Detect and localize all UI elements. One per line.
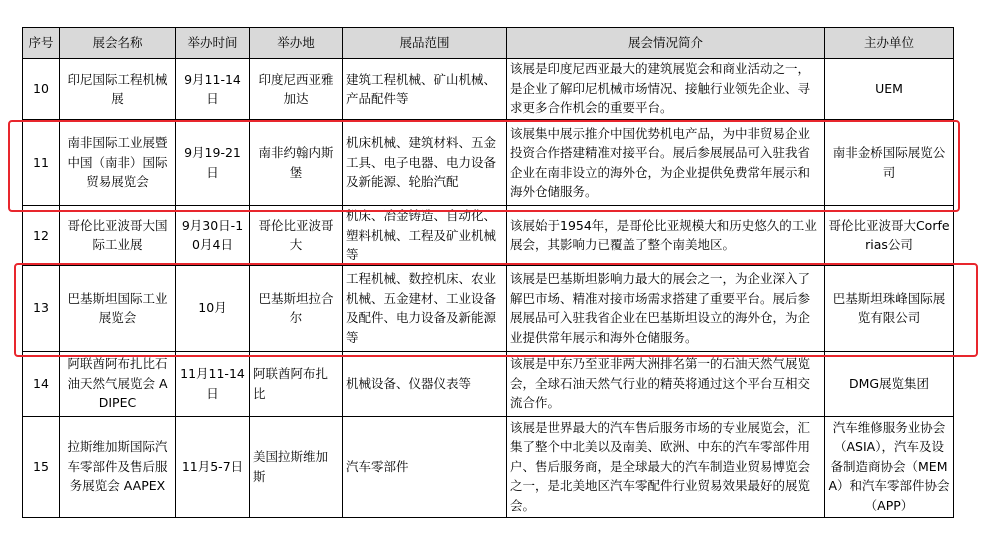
header-no: 序号 — [23, 28, 60, 59]
cell-organizer: 汽车维修服务业协会（ASIA），汽车及设备制造商协会（MEMA）和汽车零部件协会（APP） — [825, 416, 954, 517]
table-row — [23, 265, 954, 351]
header-scope: 展品范围 — [343, 28, 507, 59]
table-row — [23, 351, 954, 416]
cell-scope: 机床机械、建筑材料、五金工具、电子电器、电力设备及新能源、轮胎汽配 — [343, 120, 507, 206]
cell-place: 阿联酋阿布扎比 — [250, 351, 343, 416]
cell-scope: 机床、冶金铸造、自动化、塑料机械、工程及矿业机械等 — [343, 206, 507, 266]
cell-intro: 该展是巴基斯坦影响力最大的展会之一，为企业深入了解巴市场、精准对接市场需求搭建了重要平台。展后参展展品可入驻我省企业在巴基斯坦设立的海外仓，为企业提供常年展示和海外仓储服务。 — [507, 265, 825, 351]
cell-scope: 汽车零部件 — [343, 416, 507, 517]
header-organizer: 主办单位 — [825, 28, 954, 59]
table-row — [23, 59, 954, 120]
cell-organizer: 南非金桥国际展览公司 — [825, 120, 954, 206]
cell-name: 阿联酋阿布扎比石油天然气展览会 ADIPEC — [60, 351, 176, 416]
cell-no: 11 — [23, 120, 60, 206]
cell-place: 美国拉斯维加斯 — [250, 416, 343, 517]
table-row — [23, 120, 954, 206]
cell-organizer: 巴基斯坦珠峰国际展览有限公司 — [825, 265, 954, 351]
exhibition-table — [22, 27, 954, 518]
cell-place: 哥伦比亚波哥大 — [250, 206, 343, 266]
cell-time: 9月11-14日 — [176, 59, 250, 120]
table-row — [23, 416, 954, 517]
cell-intro: 该展集中展示推介中国优势机电产品，为中非贸易企业投资合作搭建精准对接平台。展后参展展品可入驻我省企业在南非设立的海外仓，为企业提供免费常年展示和海外仓储服务。 — [507, 120, 825, 206]
table-row — [23, 206, 954, 266]
cell-time: 9月19-21日 — [176, 120, 250, 206]
cell-no: 14 — [23, 351, 60, 416]
cell-name: 印尼国际工程机械展 — [60, 59, 176, 120]
cell-no: 15 — [23, 416, 60, 517]
cell-no: 12 — [23, 206, 60, 266]
cell-name: 巴基斯坦国际工业展览会 — [60, 265, 176, 351]
header-intro: 展会情况简介 — [507, 28, 825, 59]
cell-scope: 建筑工程机械、矿山机械、产品配件等 — [343, 59, 507, 120]
cell-scope: 机械设备、仪器仪表等 — [343, 351, 507, 416]
cell-organizer: DMG展览集团 — [825, 351, 954, 416]
cell-no: 13 — [23, 265, 60, 351]
cell-time: 10月 — [176, 265, 250, 351]
cell-no: 10 — [23, 59, 60, 120]
cell-intro: 该展是世界最大的汽车售后服务市场的专业展览会，汇集了整个中北美以及南美、欧洲、中东的汽车零部件用户、售后服务商，是全球最大的汽车制造业贸易博览会之一，是北美地区汽车零配件行业贸易效果最好的展览会。 — [507, 416, 825, 517]
header-time: 举办时间 — [176, 28, 250, 59]
cell-intro: 该展是印度尼西亚最大的建筑展览会和商业活动之一，是企业了解印尼机械市场情况、接触行业领先企业、寻求更多合作机会的重要平台。 — [507, 59, 825, 120]
table-header-row — [23, 28, 954, 59]
cell-time: 9月30日-10月4日 — [176, 206, 250, 266]
cell-time: 11月11-14日 — [176, 351, 250, 416]
cell-time: 11月5-7日 — [176, 416, 250, 517]
cell-place: 印度尼西亚雅加达 — [250, 59, 343, 120]
cell-name: 哥伦比亚波哥大国际工业展 — [60, 206, 176, 266]
cell-place: 南非约翰内斯堡 — [250, 120, 343, 206]
cell-name: 南非国际工业展暨中国（南非）国际贸易展览会 — [60, 120, 176, 206]
header-place: 举办地 — [250, 28, 343, 59]
cell-place: 巴基斯坦拉合尔 — [250, 265, 343, 351]
cell-intro: 该展是中东乃至亚非两大洲排名第一的石油天然气展览会，全球石油天然气行业的精英将通过这个平台互相交流合作。 — [507, 351, 825, 416]
cell-name: 拉斯维加斯国际汽车零部件及售后服务展览会 AAPEX — [60, 416, 176, 517]
cell-organizer: UEM — [825, 59, 954, 120]
header-name: 展会名称 — [60, 28, 176, 59]
cell-organizer: 哥伦比亚波哥大Corferias公司 — [825, 206, 954, 266]
cell-scope: 工程机械、数控机床、农业机械、五金建材、工业设备及配件、电力设备及新能源等 — [343, 265, 507, 351]
cell-intro: 该展始于1954年，是哥伦比亚规模大和历史悠久的工业展会，其影响力已覆盖了整个南美地区。 — [507, 206, 825, 266]
